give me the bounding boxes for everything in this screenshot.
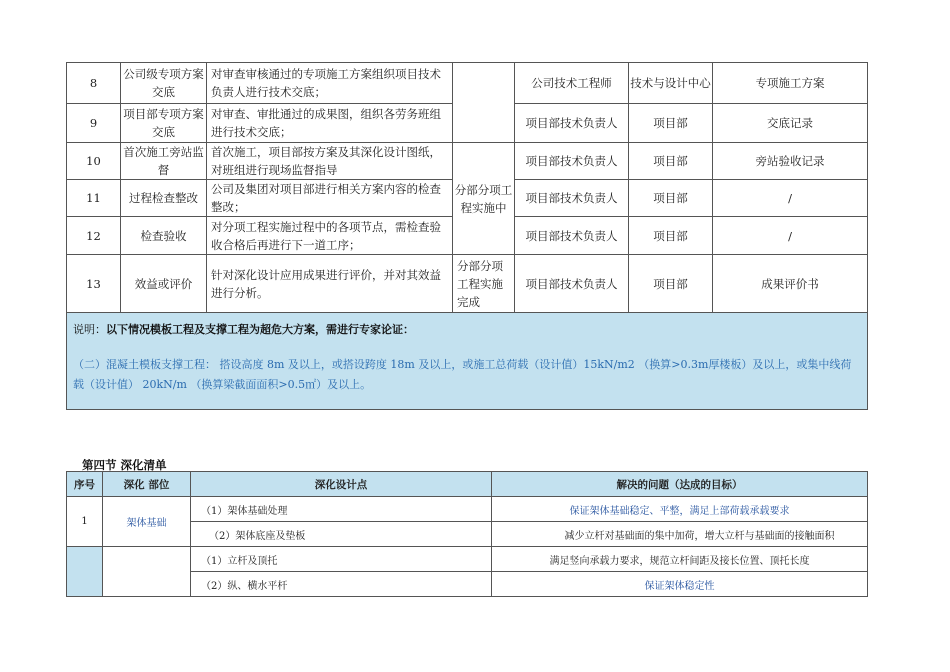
table-row [67, 547, 868, 572]
row-number: 11 [67, 180, 121, 217]
phase-label-completed: 分部分项工程实施完成 [453, 255, 515, 313]
design-point: （1）架体基础处理 [191, 497, 492, 522]
responsible-dept: 项目部 [629, 255, 713, 313]
responsible-dept: 项目部 [629, 217, 713, 255]
output-record: 成果评价书 [713, 255, 868, 313]
note-row [67, 313, 868, 410]
row-number: 8 [67, 63, 121, 104]
responsible-person: 项目部技术负责人 [515, 255, 629, 313]
output-record: 交底记录 [713, 104, 868, 143]
row-number: 13 [67, 255, 121, 313]
goal-text: 满足竖向承载力要求，规范立杆间距及接长位置、顶托长度 [492, 547, 868, 572]
responsible-dept: 项目部 [629, 180, 713, 217]
stage-name: 过程检查整改 [121, 180, 207, 217]
responsible-person: 项目部技术负责人 [515, 217, 629, 255]
responsible-dept: 技术与设计中心 [629, 63, 713, 104]
table-row [67, 255, 868, 313]
table-row [67, 63, 868, 104]
output-record: / [713, 180, 868, 217]
responsible-person: 项目部技术负责人 [515, 180, 629, 217]
deepening-list-table [66, 471, 868, 597]
phase-label-during: 分部分项工程实施中 [453, 143, 515, 255]
design-point: （2）纵、横水平杆 [191, 572, 492, 597]
stage-content: 对审查、审批通过的成果图，组织各劳务班组进行技术交底； [207, 104, 453, 143]
note-prefix: 说明： [73, 323, 106, 336]
row-number: 9 [67, 104, 121, 143]
goal-text: 减少立杆对基础面的集中加荷，增大立杆与基础面的接触面积 [492, 522, 868, 547]
output-record: 旁站验收记录 [713, 143, 868, 180]
row-number: 10 [67, 143, 121, 180]
stage-content: 首次施工，项目部按方案及其深化设计图纸，对班组进行现场监督指导 [207, 143, 453, 180]
phase-cell-empty [453, 63, 515, 143]
note-cell [67, 313, 868, 410]
design-point: （1）立杆及顶托 [191, 547, 492, 572]
stage-name: 公司级专项方案交底 [121, 63, 207, 104]
note-bold-text: 以下情况模板工程及支撑工程为超危大方案，需进行专家论证： [106, 323, 414, 336]
goal-text: 保证架体稳定性 [492, 572, 868, 597]
column-header: 解决的问题（达成的目标） [492, 472, 868, 497]
output-record: 专项施工方案 [713, 63, 868, 104]
responsible-person: 公司技术工程师 [515, 63, 629, 104]
row-number: 1 [67, 497, 103, 547]
table-row [67, 143, 868, 180]
stage-content: 对分项工程实施过程中的各项节点，需检查验收合格后再进行下一道工序； [207, 217, 453, 255]
design-point: （2）架体底座及垫板 [191, 522, 492, 547]
construction-process-table [66, 62, 868, 410]
stage-name: 项目部专项方案交底 [121, 104, 207, 143]
stage-name: 效益或评价 [121, 255, 207, 313]
table-header-row [67, 472, 868, 497]
section-title: 第四节 深化清单 [82, 458, 167, 472]
stage-name: 首次施工旁站监督 [121, 143, 207, 180]
responsible-person: 项目部技术负责人 [515, 104, 629, 143]
deepening-part [103, 547, 191, 597]
stage-content: 针对深化设计应用成果进行评价，并对其效益进行分析。 [207, 255, 453, 313]
deepening-part: 架体基础 [103, 497, 191, 547]
row-number: 12 [67, 217, 121, 255]
output-record: / [713, 217, 868, 255]
responsible-dept: 项目部 [629, 104, 713, 143]
stage-name: 检查验收 [121, 217, 207, 255]
responsible-person: 项目部技术负责人 [515, 143, 629, 180]
goal-text: 保证架体基础稳定、平整，满足上部荷载承载要求 [492, 497, 868, 522]
row-number [67, 547, 103, 597]
responsible-dept: 项目部 [629, 143, 713, 180]
column-header: 深化设计点 [191, 472, 492, 497]
stage-content: 对审查审核通过的专项施工方案组织项目技术负责人进行技术交底； [207, 63, 453, 104]
note-body: （二）混凝土模板支撑工程： 搭设高度 8m 及以上，或搭设跨度 18m 及以上，或施工总荷载（设计值）15kN/m2 （换算>0.3m厚楼板）及以上，或集中线荷载（设计值） 20kN/m （换算梁截面面积>0.5㎡）及以上。 [73, 358, 852, 391]
column-header: 深化 部位 [103, 472, 191, 497]
column-header: 序号 [67, 472, 103, 497]
stage-content: 公司及集团对项目部进行相关方案内容的检查整改； [207, 180, 453, 217]
note-heading [73, 321, 861, 339]
table-row [67, 497, 868, 522]
